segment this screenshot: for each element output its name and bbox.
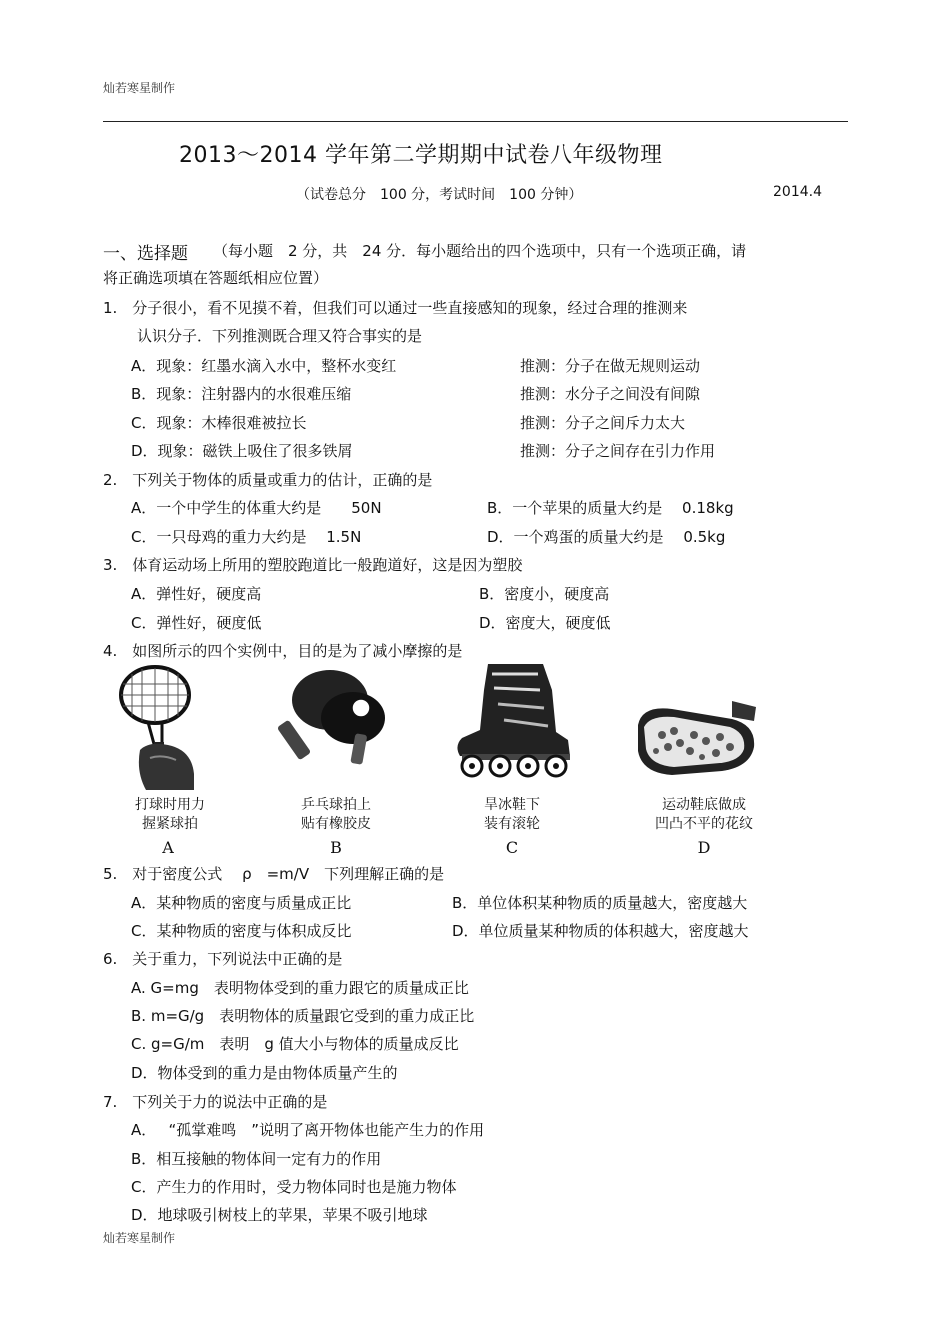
q1-stem-line2: 认识分子．下列推测既合理又符合事实的是 [137, 327, 423, 345]
figure-d-label: D [697, 838, 711, 857]
ping-pong-paddle-icon [275, 668, 395, 768]
q5-stem: 5. 对于密度公式 ρ =m/V 下列理解正确的是 [103, 865, 445, 883]
q3-stem: 3. 体育运动场上所用的塑胶跑道比一般跑道好，这是因为塑胶 [103, 556, 523, 574]
q2-option-b: B．一个苹果的质量大约是 0.18kg [487, 499, 734, 517]
q6-option-b: B. m=G/g 表明物体的质量跟它受到的重力成正比 [131, 1007, 475, 1025]
exam-date: 2014.4 [773, 184, 822, 200]
q3-option-c: C．弹性好，硬度低 [131, 614, 262, 632]
q3-option-b: B．密度小，硬度高 [479, 585, 610, 603]
q1-stem-line1: 1. 分子很小，看不见摸不着，但我们可以通过一些直接感知的现象，经过合理的推测来 [103, 299, 688, 317]
roller-skate-icon [448, 660, 583, 780]
q6-option-c: C. g=G/m 表明 g 值大小与物体的质量成反比 [131, 1035, 459, 1053]
q3-option-a: A．弹性好，硬度高 [131, 585, 262, 603]
q3-option-d: D．密度大，硬度低 [479, 614, 611, 632]
q1-option-c: C．现象：木棒很难被拉长 [131, 414, 307, 432]
q7-stem: 7. 下列关于力的说法中正确的是 [103, 1093, 328, 1111]
q5-option-a: A．某种物质的密度与质量成正比 [131, 894, 352, 912]
q1-option-c-inference: 推测：分子之间斥力太大 [520, 414, 686, 432]
figure-d-caption-line1: 运动鞋底做成 [662, 797, 746, 813]
figure-d-caption-line2: 凹凸不平的花纹 [655, 816, 753, 832]
tennis-racket-icon [110, 662, 220, 792]
section-desc-line1: （每小题 2 分，共 24 分．每小题给出的四个选项中，只有一个选项正确，请 [213, 242, 747, 260]
section-desc-line2: 将正确选项填在答题纸相应位置） [103, 269, 329, 287]
figure-a-label: A [162, 838, 174, 857]
figure-b-caption-line1: 乒乓球拍上 [301, 797, 371, 813]
q5-option-b: B．单位体积某种物质的质量越大，密度越大 [452, 894, 748, 912]
q2-option-d: D．一个鸡蛋的质量大约是 0.5kg [487, 528, 726, 546]
q2-stem: 2. 下列关于物体的质量或重力的估计，正确的是 [103, 471, 433, 489]
q7-option-d: D．地球吸引树枝上的苹果，苹果不吸引地球 [131, 1206, 428, 1224]
q1-option-d: D．现象：磁铁上吸住了很多铁屑 [131, 442, 353, 460]
q1-option-a-inference: 推测：分子在做无规则运动 [520, 357, 701, 375]
q2-option-c: C．一只母鸡的重力大约是 1.5N [131, 528, 362, 546]
figure-c-caption-line2: 装有滚轮 [484, 816, 540, 832]
sports-shoe-icon [632, 695, 760, 785]
q4-stem: 4. 如图所示的四个实例中，目的是为了减小摩擦的是 [103, 642, 463, 660]
figure-b-label: B [330, 838, 342, 857]
q1-option-b-inference: 推测：水分子之间没有间隙 [520, 385, 701, 403]
figure-b-caption-line2: 贴有橡胶皮 [301, 816, 371, 832]
q7-option-a: A． “孤掌难鸣 ”说明了离开物体也能产生力的作用 [131, 1121, 485, 1139]
q5-option-c: C．某种物质的密度与体积成反比 [131, 922, 352, 940]
q6-stem: 6. 关于重力，下列说法中正确的是 [103, 950, 343, 968]
figure-a-caption-line1: 打球时用力 [135, 797, 205, 813]
q5-option-d: D．单位质量某种物质的体积越大，密度越大 [452, 922, 749, 940]
figure-c-caption-line1: 旱冰鞋下 [484, 797, 540, 813]
exam-info: （试卷总分 100 分，考试时间 100 分钟） [296, 187, 583, 203]
q1-option-b: B．现象：注射器内的水很难压缩 [131, 385, 352, 403]
q7-option-c: C．产生力的作用时，受力物体同时也是施力物体 [131, 1178, 457, 1196]
q6-option-d: D．物体受到的重力是由物体质量产生的 [131, 1064, 398, 1082]
header-rule [103, 121, 848, 122]
q1-option-d-inference: 推测：分子之间存在引力作用 [520, 442, 716, 460]
q6-option-a: A. G=mg 表明物体受到的重力跟它的质量成正比 [131, 979, 469, 997]
q2-option-a: A．一个中学生的体重大约是 50N [131, 499, 382, 517]
page-title: 2013～2014 学年第二学期期中试卷八年级物理 [179, 143, 663, 168]
header-maker: 灿若寒星制作 [103, 81, 176, 95]
figure-a-caption-line2: 握紧球拍 [142, 816, 198, 832]
section-heading: 一、选择题 [103, 244, 188, 264]
figure-c-label: C [505, 838, 519, 857]
footer-maker: 灿若寒星制作 [103, 1231, 176, 1245]
q7-option-b: B．相互接触的物体间一定有力的作用 [131, 1150, 382, 1168]
q1-option-a: A．现象：红墨水滴入水中，整杯水变红 [131, 357, 397, 375]
